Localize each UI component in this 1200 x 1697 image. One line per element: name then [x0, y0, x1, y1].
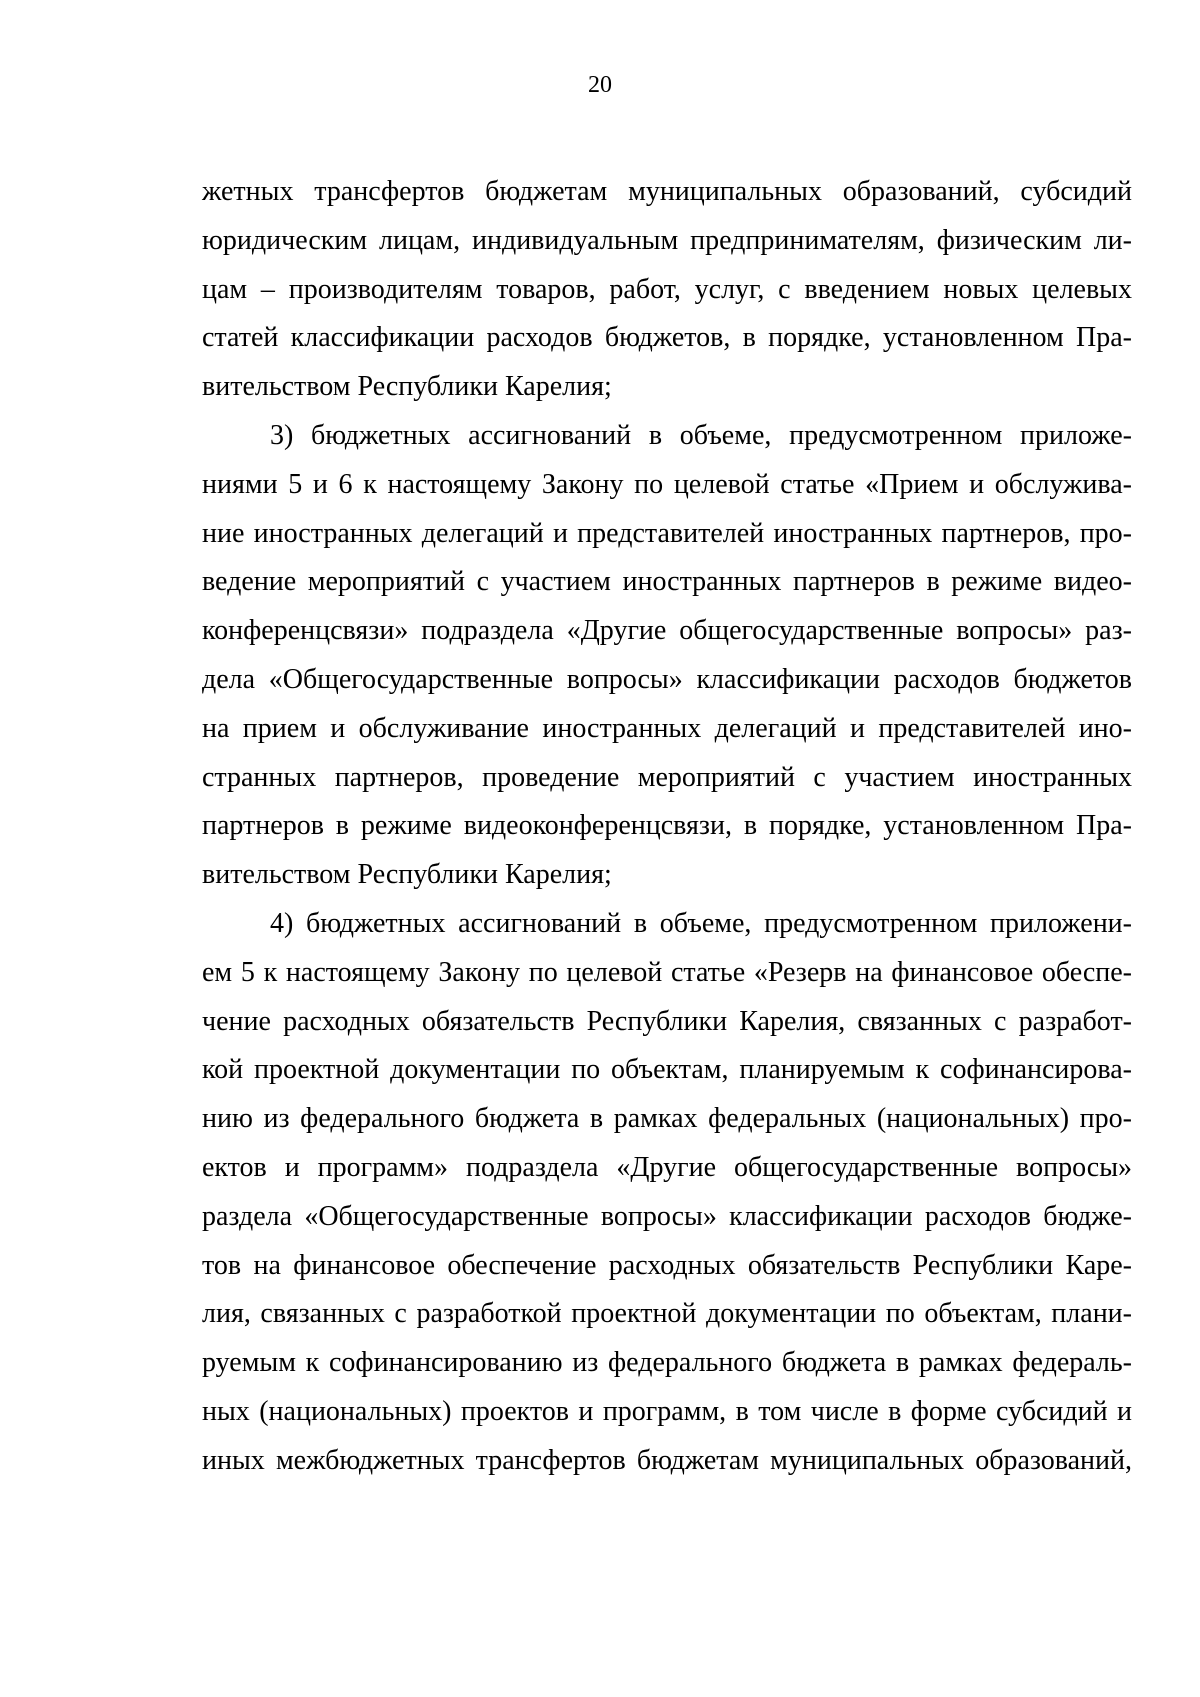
text-line: 4) бюджетных ассигнований в объеме, предусмотренном приложени-: [270, 907, 1132, 939]
text-line: тов на финансовое обеспечение расходных обязательств Республики Каре-: [202, 1249, 1132, 1281]
text-line: нию из федерального бюджета в рамках федеральных (национальных) про-: [202, 1103, 1132, 1135]
text-line: вительством Республики Карелия;: [202, 371, 612, 403]
text-line: конференцсвязи» подраздела «Другие общегосударственные вопросы» раз-: [202, 615, 1132, 647]
text-line: ниями 5 и 6 к настоящему Закону по целевой статье «Прием и обслужива-: [202, 468, 1132, 500]
text-line: дела «Общегосударственные вопросы» классификации расходов бюджетов: [202, 663, 1132, 695]
text-line: ных (национальных) проектов и программ, в том числе в форме субсидий и: [202, 1395, 1132, 1427]
text-line: руемым к софинансированию из федерального бюджета в рамках федераль-: [202, 1347, 1132, 1379]
text-line: на прием и обслуживание иностранных делегаций и представителей ино-: [202, 712, 1132, 744]
text-line: иных межбюджетных трансфертов бюджетам муниципальных образований,: [202, 1444, 1132, 1476]
text-line: юридическим лицам, индивидуальным предпринимателям, физическим ли-: [202, 224, 1132, 256]
text-line: вительством Республики Карелия;: [202, 859, 612, 891]
text-line: ние иностранных делегаций и представителей иностранных партнеров, про-: [202, 517, 1132, 549]
text-line: партнеров в режиме видеоконференцсвязи, в порядке, установленном Пра-: [202, 810, 1132, 842]
text-line: кой проектной документации по объектам, планируемым к софинансирова-: [202, 1054, 1132, 1086]
text-line: статей классификации расходов бюджетов, в порядке, установленном Пра-: [202, 322, 1132, 354]
text-line: лия, связанных с разработкой проектной документации по объектам, плани-: [202, 1298, 1132, 1330]
text-line: ектов и программ» подраздела «Другие общегосударственные вопросы»: [202, 1151, 1132, 1183]
text-line: 3) бюджетных ассигнований в объеме, предусмотренном приложе-: [270, 419, 1132, 451]
page-number: 20: [588, 72, 612, 98]
text-line: ем 5 к настоящему Закону по целевой статье «Резерв на финансовое обеспе-: [202, 956, 1132, 988]
text-line: ведение мероприятий с участием иностранных партнеров в режиме видео-: [202, 566, 1132, 598]
text-line: чение расходных обязательств Республики Карелия, связанных с разработ-: [202, 1005, 1132, 1037]
text-line: цам – производителям товаров, работ, услуг, с введением новых целевых: [202, 273, 1132, 305]
body-text: [202, 168, 1132, 1486]
text-line: жетных трансфертов бюджетам муниципальных образований, субсидий: [202, 176, 1132, 207]
text-line: раздела «Общегосударственные вопросы» классификации расходов бюдже-: [202, 1200, 1132, 1232]
text-line: странных партнеров, проведение мероприятий с участием иностранных: [202, 761, 1132, 793]
